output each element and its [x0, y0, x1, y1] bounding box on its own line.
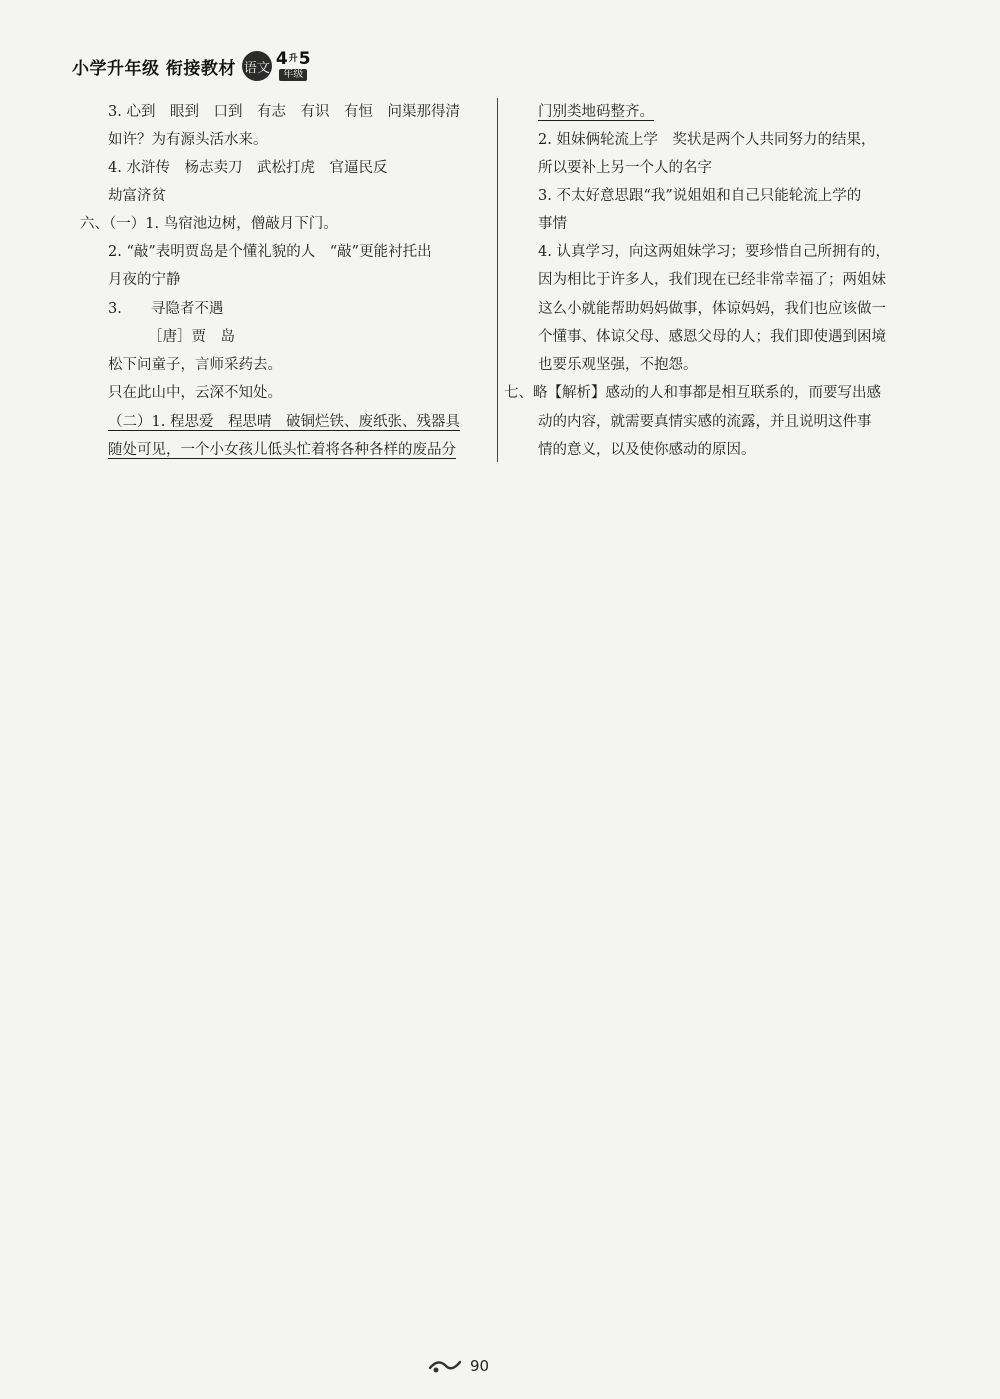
answer-line: 也要乐观坚强，不抱怨。 — [538, 357, 698, 373]
answer-line: 因为相比于许多人，我们现在已经非常幸福了；两姐妹 — [538, 272, 886, 288]
answer-line: 这么小就能帮助妈妈做事，体谅妈妈，我们也应该做一 — [538, 301, 886, 317]
page-footer — [428, 1356, 489, 1376]
grade-to-word: 升 — [288, 53, 298, 64]
answer-line: 事情 — [538, 216, 567, 232]
book-title: 小学升年级 衔接教材 — [72, 58, 236, 79]
answer-line: 月夜的宁静 — [108, 272, 181, 288]
section-heading-six: 六、（一）1. 鸟宿池边树，僧敲月下门。 — [80, 216, 338, 232]
grade-to: 5 — [298, 49, 311, 69]
answer-line: 2. 姐妹俩轮流上学 奖状是两个人共同努力的结果， — [538, 132, 876, 148]
answer-line: 如许？为有源头活水来。 — [108, 132, 268, 148]
poem-line: 松下问童子，言师采药去。 — [108, 357, 282, 373]
grade-mark — [276, 51, 311, 81]
grade-unit: 年级 — [279, 69, 307, 81]
answer-line-underlined: 门别类地码整齐。 — [538, 104, 654, 120]
answer-line: 4. 水浒传 杨志卖刀 武松打虎 官逼民反 — [108, 160, 388, 176]
answer-line: 动的内容，就需要真情实感的流露，并且说明这件事 — [538, 414, 872, 430]
poem-line: 只在此山中，云深不知处。 — [108, 385, 282, 401]
answer-line-underlined: 随处可见，一个小女孩儿低头忙着将各种各样的废品分 — [108, 442, 456, 458]
answer-line: 4. 认真学习，向这两姐妹学习；要珍惜自己所拥有的， — [538, 244, 890, 260]
swoosh-decoration-icon — [428, 1356, 462, 1376]
section-heading-seven: 七、略【解析】感动的人和事都是相互联系的，而要写出感 — [504, 385, 881, 401]
answer-line: 个懂事、体谅父母、感恩父母的人；我们即使遇到困境 — [538, 329, 886, 345]
poem-title: 3. 寻隐者不遇 — [108, 301, 224, 317]
answer-line-underlined: （二）1. 程思爱 程思晴 破铜烂铁、废纸张、残器具 — [108, 414, 460, 430]
poem-author: ［唐］贾 岛 — [148, 329, 235, 345]
answer-line: 所以要补上另一个人的名字 — [538, 160, 712, 176]
answer-line: 3. 心到 眼到 口到 有志 有识 有恒 问渠那得清 — [108, 104, 460, 120]
subject-badge: 语文 — [242, 51, 272, 81]
answer-line: 2. “敲”表明贾岛是个懂礼貌的人 “敲”更能衬托出 — [108, 244, 432, 260]
page-number: 90 — [470, 1357, 490, 1375]
answer-line: 劫富济贫 — [108, 188, 166, 204]
grade-from: 4 — [275, 49, 288, 69]
page-header — [72, 46, 311, 86]
answer-line: 3. 不太好意思跟“我”说姐姐和自己只能轮流上学的 — [538, 188, 862, 204]
answer-line: 情的意义，以及使你感动的原因。 — [538, 442, 756, 458]
column-divider — [497, 98, 498, 462]
grade-range — [276, 51, 311, 68]
